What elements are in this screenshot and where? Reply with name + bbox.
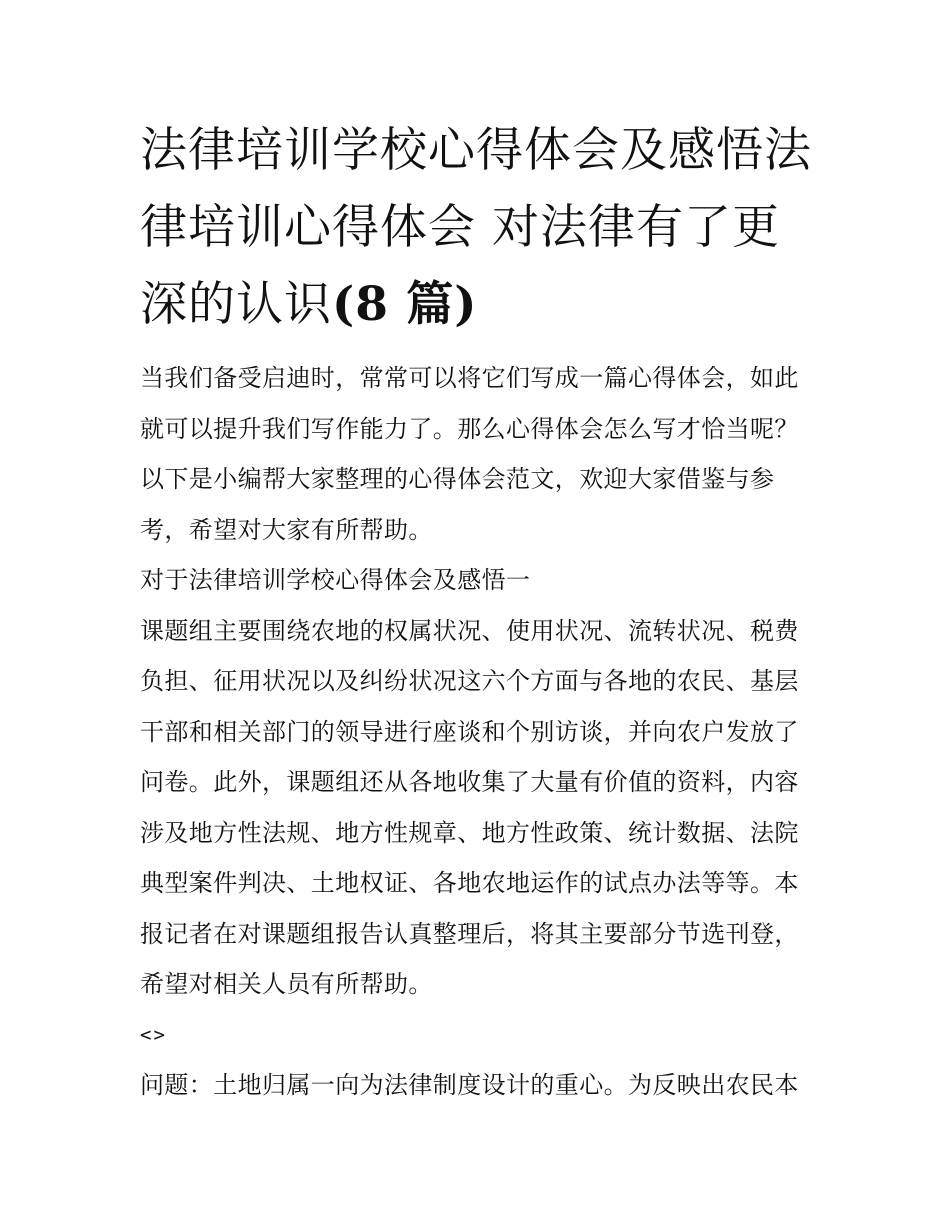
document-title-suffix: (8 篇) <box>332 277 478 332</box>
document-title-main: 法律培训学校心得体会及感悟法律培训心得体会 对法律有了更深的认识 <box>140 123 812 332</box>
document-content <box>140 112 820 1111</box>
section-marker: <> <box>140 1023 167 1046</box>
document-title <box>140 112 820 343</box>
intro-paragraph: 当我们备受启迪时，常常可以将它们写成一篇心得体会，如此就可以提升我们写作能力了。那么心得体会怎么写才恰当呢？以下是小编帮大家整理的心得体会范文，欢迎大家借鉴与参考，希望对大家有所帮助。 <box>140 364 799 544</box>
question-paragraph: 问题：土地归属一向为法律制度设计的重心。为反映出农民本 <box>140 1071 799 1099</box>
body-paragraph: 课题组主要围绕农地的权属状况、使用状况、流转状况、税费负担、征用状况以及纠纷状况这六个方面与各地的农民、基层干部和相关部门的领导进行座谈和个别访谈，并向农户发放了问卷。此外，课题组还从各地收集了大量有价值的资料，内容涉及地方性法规、地方性规章、地方性政策、统计数据、法院典型案件判决、土地权证、各地农地运作的试点办法等等。本报记者在对课题组报告认真整理后，将其主要部分节选刊登，希望对相关人员有所帮助。 <box>140 616 799 998</box>
section-heading: 对于法律培训学校心得体会及感悟一 <box>140 566 531 594</box>
